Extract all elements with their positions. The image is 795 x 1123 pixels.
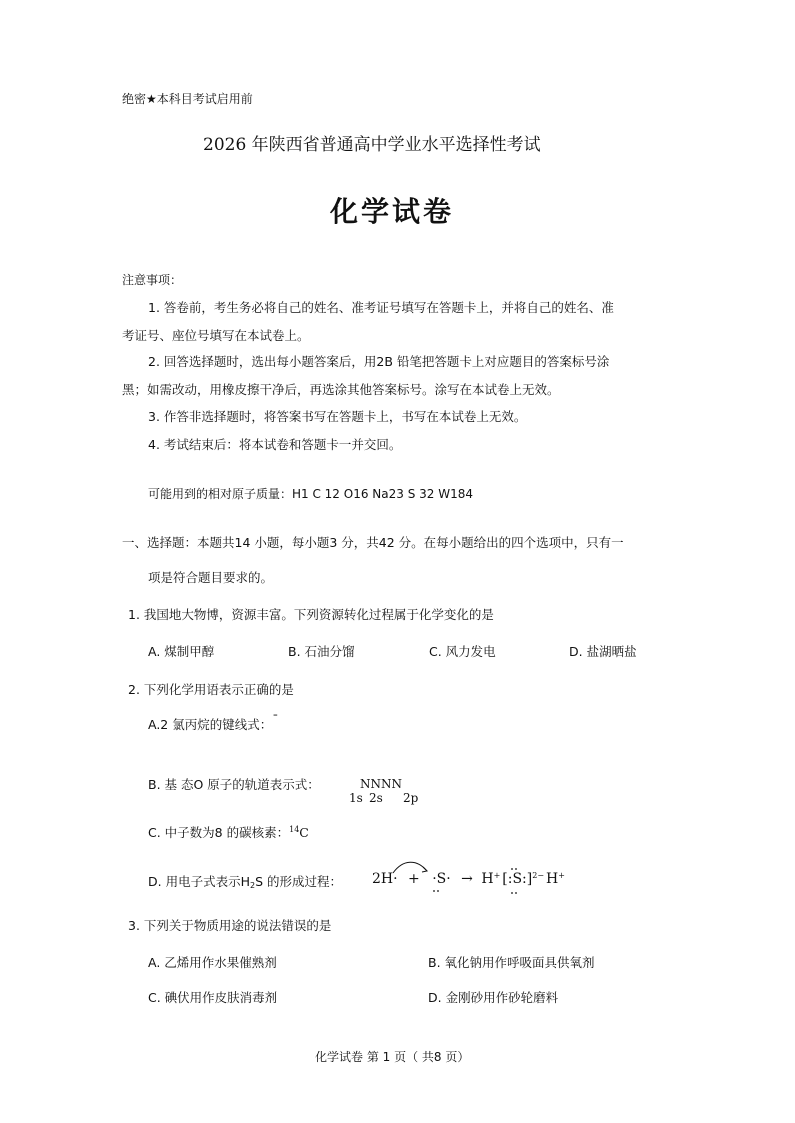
notes-item1-line1: 1. 答卷前，考生务必将自己的姓名、准考证号填写在答题卡上，并将自己的姓名、准: [148, 300, 614, 315]
formula-sulfide-charge: 2−: [532, 871, 545, 880]
exam-title: 2026 年陕西省普通高中学业水平选择性考试: [203, 135, 541, 155]
notes-item2-line2: 黑；如需改动，用橡皮擦干净后，再选涂其他答案标号。涂写在本试卷上无效。: [122, 382, 560, 397]
q1-option-b: B. 石油分馏: [288, 644, 355, 659]
formula-h1-charge: +: [493, 871, 501, 880]
q2-option-d: [148, 872, 342, 890]
q3-option-a: A. 乙烯用作水果催熟剂: [148, 955, 277, 970]
formula-bracket-open: [: [502, 871, 508, 887]
section1-line2: 项是符合题目要求的。: [148, 570, 274, 585]
q3-option-d: D. 金刚砂用作砂轮磨料: [428, 990, 559, 1005]
formula-h1: H: [481, 871, 494, 887]
orbital-label-2s: 2s: [369, 791, 383, 805]
section1-line1: 一、选择题：本题共14 小题，每小题3 分，共42 分。在每小题给出的四个选项中，只有一: [122, 535, 624, 550]
formula-2h: 2H·: [372, 871, 398, 887]
formula-sulfur-inner: :S:: [507, 871, 527, 887]
q2-option-d-subscript: 2: [249, 881, 256, 890]
orbital-label-1s: 1s: [349, 791, 363, 805]
q1-option-a: A. 煤制甲醇: [148, 644, 215, 659]
nuclide-symbol: C: [299, 825, 309, 840]
orbital-boxes: NNNN: [360, 777, 402, 791]
q3-option-b: B. 氧化钠用作呼吸面具供氧剂: [428, 955, 595, 970]
notes-heading: 注意事项：: [122, 273, 183, 287]
q2-option-d-label-pre: D. 用电子式表示H: [148, 874, 250, 889]
formula-h2: H: [546, 871, 559, 887]
formula-sulfur: ·S·: [432, 871, 451, 887]
notes-item2-line1: 2. 回答选择题时，选出每小题答案后，用2B 铅笔把答题卡上对应题目的答案标号涂: [148, 354, 610, 369]
q2-option-c-label: C. 中子数为8 的碳核素：: [148, 825, 290, 840]
notes-item3: 3. 作答非选择题时，将答案书写在答题卡上，书写在本试卷上无效。: [148, 409, 527, 424]
q1-stem: 1. 我国地大物博，资源丰富。下列资源转化过程属于化学变化的是: [128, 607, 494, 622]
q1-option-d: D. 盐湖晒盐: [569, 644, 637, 659]
page-footer: 化学试卷 第 1 页（ 共8 页）: [315, 1050, 470, 1064]
formula-h2-charge: +: [558, 871, 565, 880]
subject-title: 化学试卷: [330, 195, 455, 228]
q2-option-a-label: A.2 氯丙烷的键线式：: [148, 717, 273, 732]
notes-item4: 4. 考试结束后：将本试卷和答题卡一并交回。: [148, 437, 402, 452]
electron-transfer-curve: [371, 859, 571, 899]
q3-stem: 3. 下列关于物质用途的说法错误的是: [128, 918, 332, 933]
nuclide-mass-number: 14: [289, 825, 300, 834]
q2-option-d-label-post: S 的形成过程：: [255, 874, 342, 889]
bond-line-formula-mark: ¯: [272, 712, 279, 727]
q2-option-a: [148, 712, 279, 733]
q2-stem: 2. 下列化学用语表示正确的是: [128, 682, 294, 697]
formula-arrow: →: [461, 871, 473, 887]
q2-option-b-label: B. 基 态O 原子的轨道表示式：: [148, 777, 320, 792]
q3-option-c: C. 碘伏用作皮肤消毒剂: [148, 990, 278, 1005]
notes-item1-line2: 考证号、座位号填写在本试卷上。: [122, 328, 310, 343]
q2-option-c: [148, 823, 309, 841]
atomic-masses: 可能用到的相对原子质量：H1 C 12 O16 Na23 S 32 W184: [148, 487, 473, 501]
confidential-label: 绝密★本科目考试启用前: [122, 92, 253, 106]
orbital-label-2p: 2p: [403, 791, 419, 805]
q1-option-c: C. 风力发电: [429, 644, 496, 659]
formula-bracket-close: ]: [526, 871, 533, 887]
formula-plus: +: [408, 871, 420, 887]
